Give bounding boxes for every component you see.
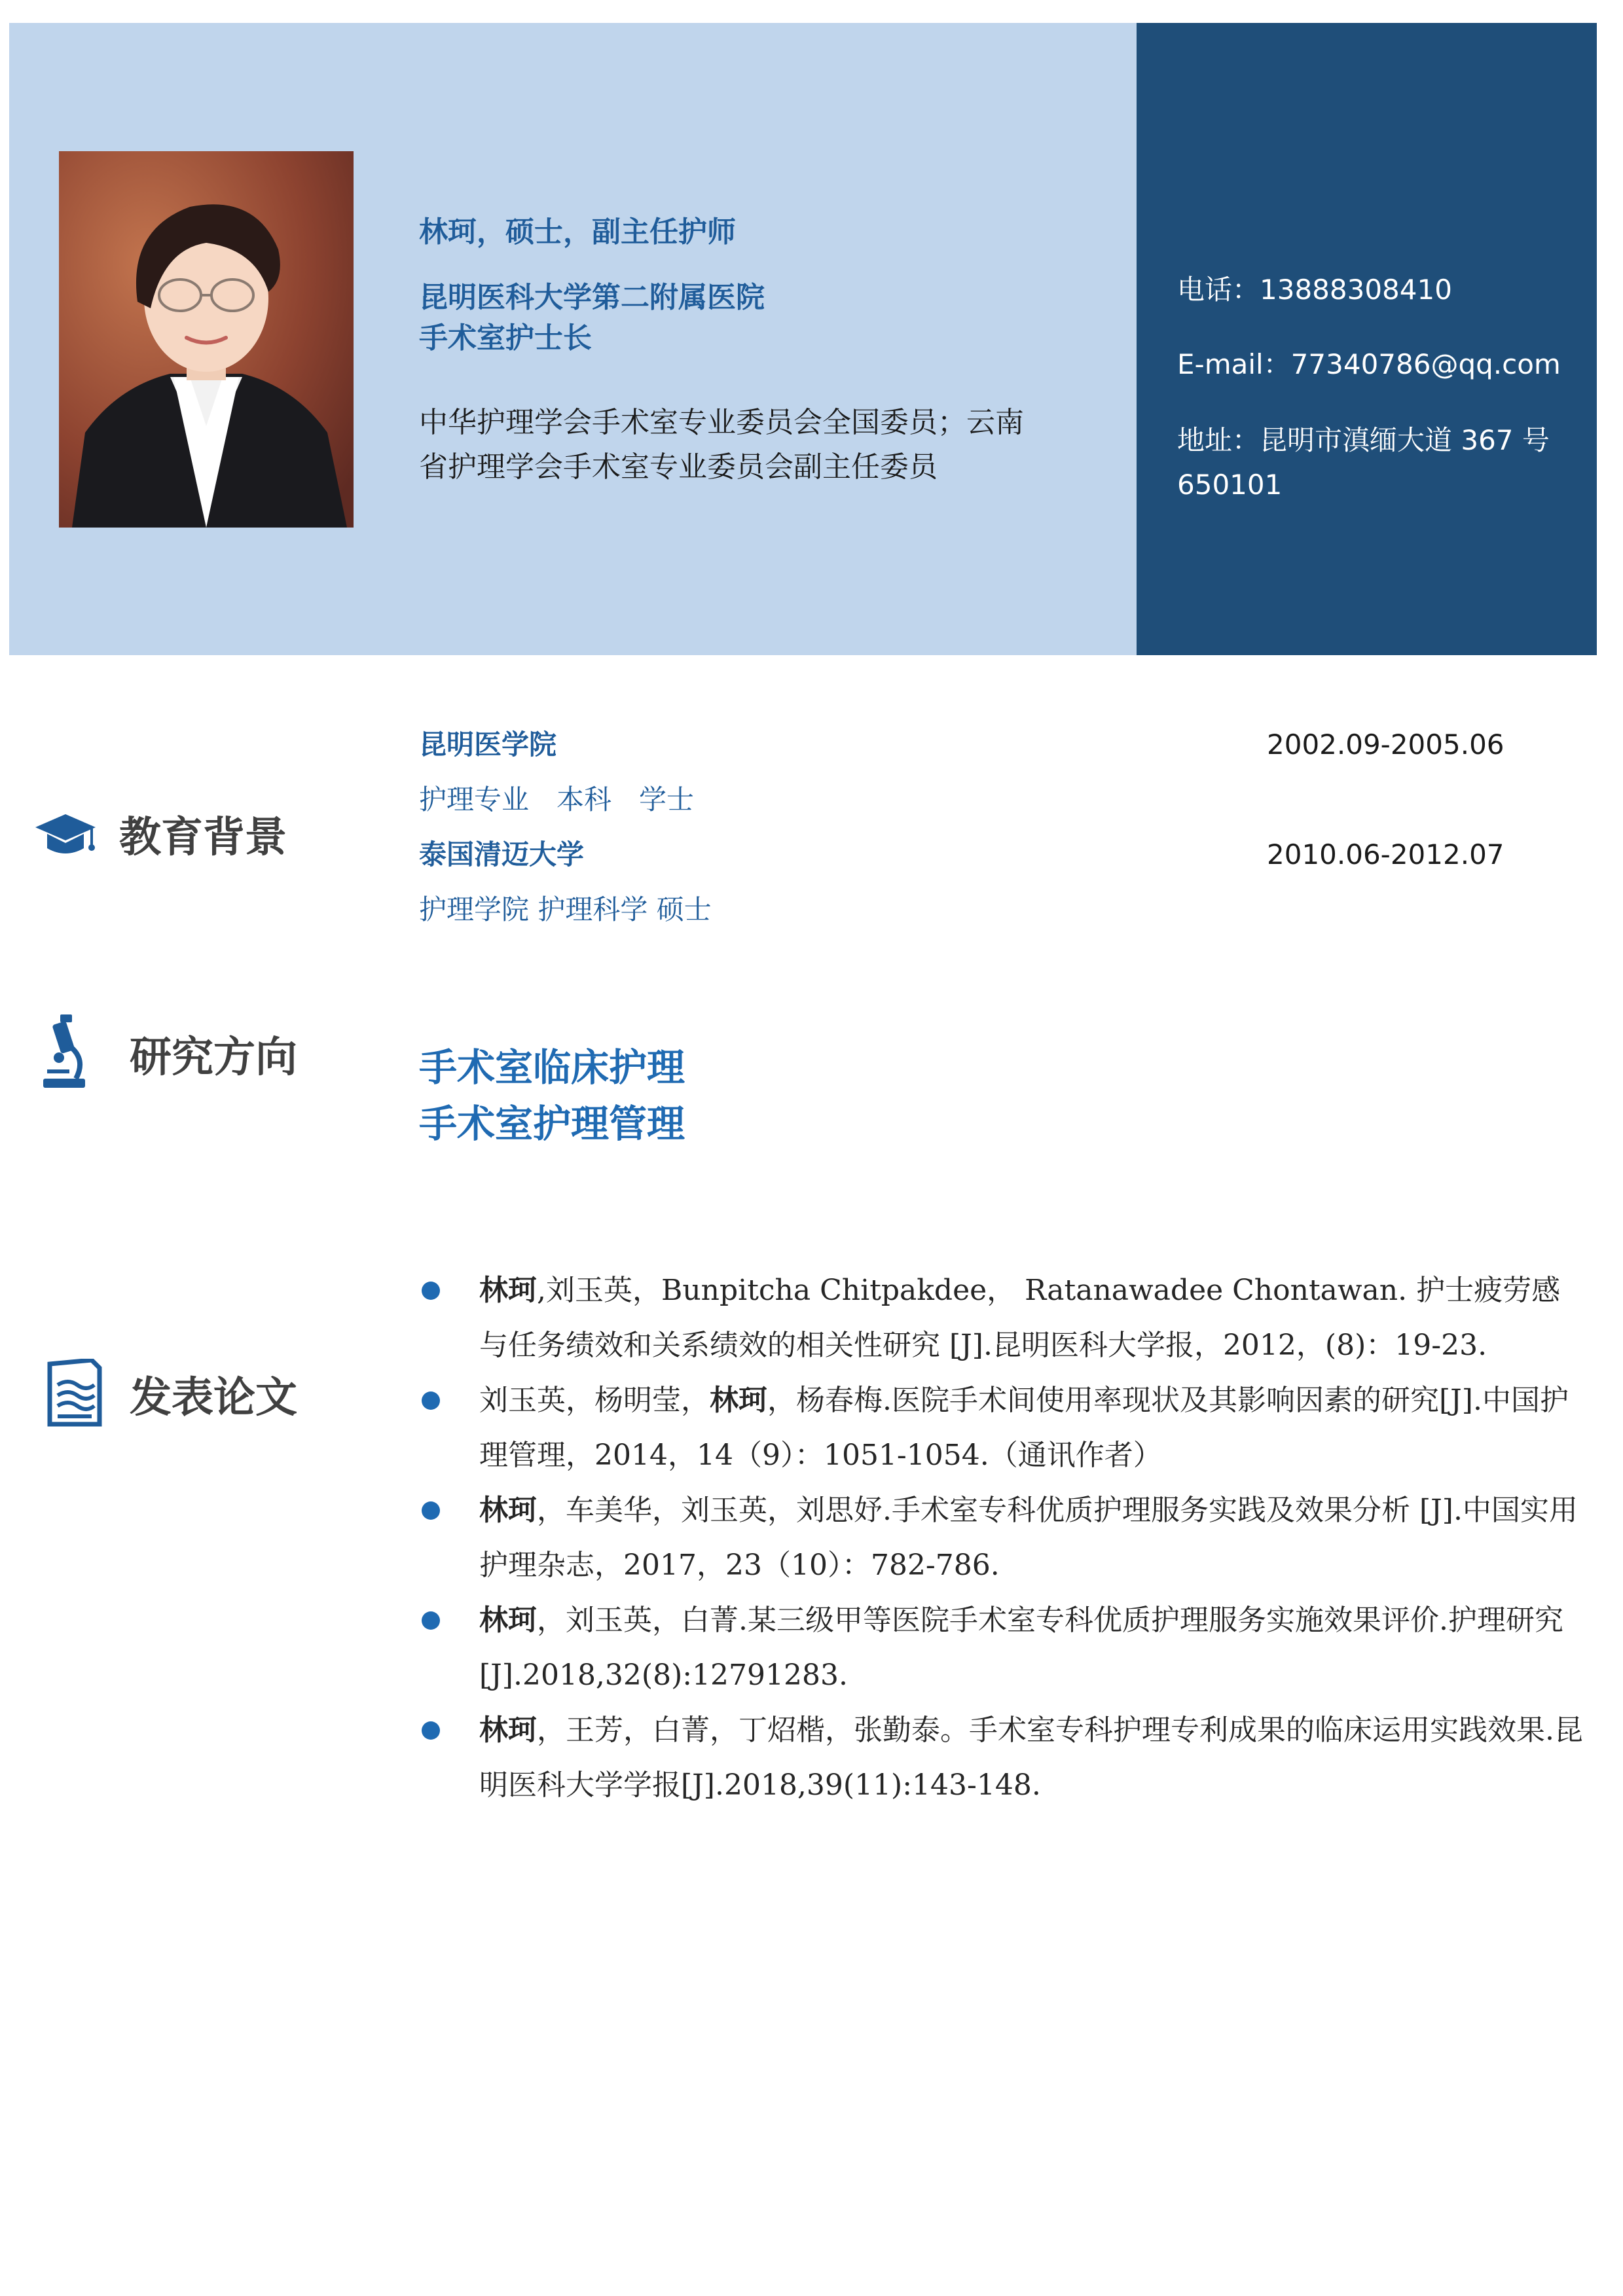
publication-citation: ，王芳，白菁，丁炤楷，张勤泰。手术室专科护理专利成果的临床运用实践效果.昆明医科大学学报[J].2018,39(11):143-148. — [479, 1713, 1583, 1802]
graduation-cap-icon — [34, 812, 97, 861]
research-section-title: 研究方向 — [130, 1033, 297, 1082]
publication-list — [419, 1263, 1584, 1813]
job-position: 手术室护士长 — [419, 321, 592, 355]
publication-coauthors: 刘玉英，杨明莹， — [479, 1384, 710, 1417]
publication-author: 林珂 — [479, 1604, 537, 1637]
microscope-icon — [37, 1013, 89, 1093]
publication-author: 林珂 — [479, 1713, 537, 1747]
contact-postcode: 650101 — [1177, 469, 1283, 501]
publication-citation: ，杨春梅.医院手术间使用率现状及其影响因素的研究[J].中国护理管理，2014，14（9）：1051-1054.（通讯作者） — [479, 1384, 1569, 1472]
contact-address: 地址：昆明市滇缅大道 367 号 — [1177, 424, 1550, 456]
publication-citation: ,刘玉英，Bunpitcha Chitpakdee， Ratanawadee Chontawan. 护士疲劳感与任务绩效和关系绩效的相关性研究 [J].昆明医科大学报，2012，(8)：19-23. — [479, 1274, 1561, 1362]
publication-item — [419, 1593, 1584, 1703]
education-section-title: 教育背景 — [119, 814, 287, 862]
publication-author: 林珂 — [479, 1274, 537, 1307]
publication-item — [419, 1483, 1584, 1593]
publications-section-title: 发表论文 — [130, 1374, 297, 1422]
roles-line-1: 中华护理学会手术室专业委员会全国委员；云南 — [419, 406, 1024, 439]
education-degree-1: 护理专业 本科 学士 — [419, 783, 695, 816]
bullet-dot-icon — [422, 1391, 440, 1410]
publication-author: 林珂 — [710, 1384, 767, 1417]
education-date-1: 2002.09-2005.06 — [1267, 728, 1504, 761]
publication-citation: ，刘玉英，白菁.某三级甲等医院手术室专科优质护理服务实施效果评价.护理研究[J].2018,32(8):12791283. — [479, 1604, 1563, 1692]
name-title-line: 林珂，硕士，副主任护师 — [419, 215, 736, 249]
bullet-dot-icon — [422, 1611, 440, 1630]
education-degree-2: 护理学院 护理科学 硕士 — [419, 893, 712, 925]
roles-line-2: 省护理学会手术室专业委员会副主任委员 — [419, 450, 938, 484]
research-item-2: 手术室护理管理 — [419, 1102, 685, 1146]
portrait-photo — [59, 151, 354, 528]
bullet-dot-icon — [422, 1721, 440, 1740]
contact-phone: 电话：13888308410 — [1177, 274, 1452, 306]
education-school-2: 泰国清迈大学 — [419, 838, 585, 870]
hospital-name: 昆明医科大学第二附属医院 — [419, 281, 765, 314]
education-date-2: 2010.06-2012.07 — [1267, 838, 1504, 870]
bullet-dot-icon — [422, 1501, 440, 1520]
header-right-panel — [1137, 23, 1597, 655]
publication-author: 林珂 — [479, 1494, 537, 1527]
bullet-dot-icon — [422, 1282, 440, 1300]
contact-email: E-mail：77340786@qq.com — [1177, 348, 1561, 380]
education-school-1: 昆明医学院 — [419, 728, 557, 761]
publication-item — [419, 1373, 1584, 1483]
publication-item — [419, 1263, 1584, 1373]
document-icon — [46, 1359, 103, 1428]
research-item-1: 手术室临床护理 — [419, 1045, 685, 1090]
publication-item — [419, 1703, 1584, 1813]
publication-citation: ，车美华，刘玉英，刘思妤.手术室专科优质护理服务实践及效果分析 [J].中国实用护理杂志，2017，23（10）：782-786. — [479, 1494, 1578, 1582]
